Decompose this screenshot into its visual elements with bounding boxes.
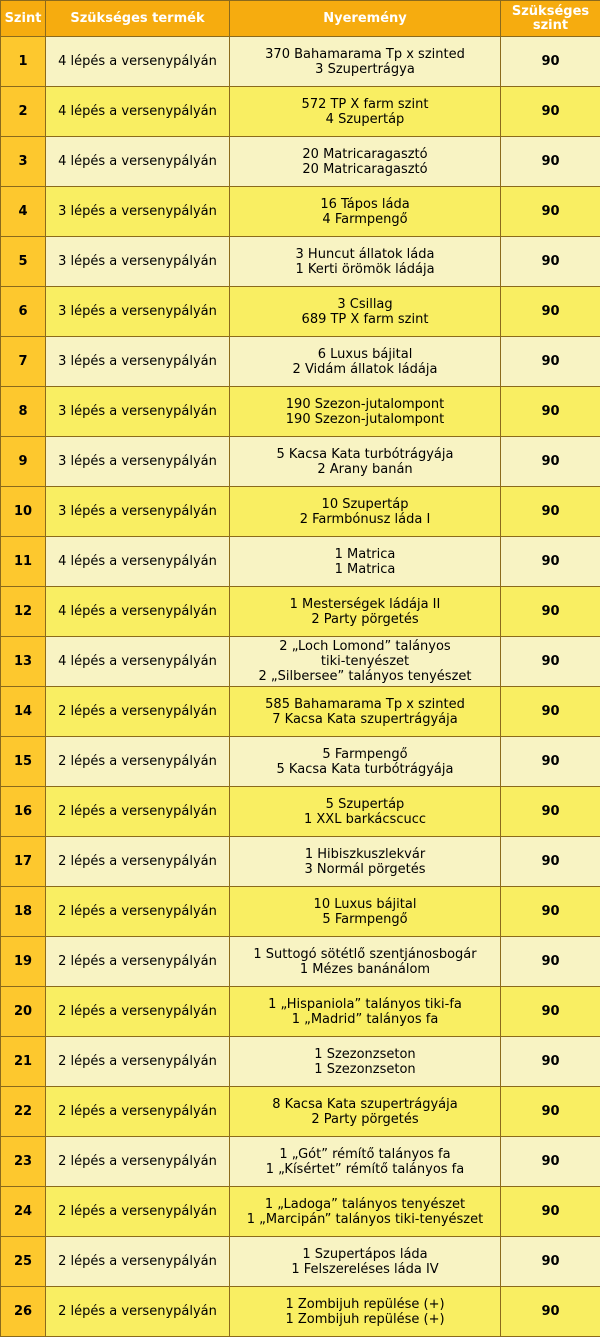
table-row — [1, 487, 600, 537]
task-cell: 4 lépés a versenypályán — [46, 137, 230, 187]
prize-line: 2 Farmbónusz láda I — [299, 511, 431, 527]
table-row — [1, 187, 600, 237]
prize-line: 5 Farmpengő — [322, 746, 408, 762]
required-level-cell: 90 — [501, 1037, 600, 1087]
level-cell: 8 — [1, 387, 46, 437]
prize-line: 1 Felszereléses láda IV — [291, 1261, 439, 1277]
required-level-cell: 90 — [501, 237, 600, 287]
task-cell: 3 lépés a versenypályán — [46, 237, 230, 287]
task-cell: 2 lépés a versenypályán — [46, 787, 230, 837]
prize-line: 1 Hibiszkuszlekvár — [304, 846, 426, 862]
prize-line: 3 Normál pörgetés — [304, 861, 426, 877]
prize-cell — [230, 637, 501, 687]
level-cell: 25 — [1, 1237, 46, 1287]
task-cell: 4 lépés a versenypályán — [46, 87, 230, 137]
prize-cell — [230, 337, 501, 387]
prize-line: 2 „Loch Lomond” talányos — [279, 639, 451, 654]
required-level-cell: 90 — [501, 837, 600, 887]
level-cell: 1 — [1, 37, 46, 87]
prize-line: 190 Szezon-jutalompont — [285, 396, 445, 412]
level-cell: 19 — [1, 937, 46, 987]
required-level-cell: 90 — [501, 887, 600, 937]
table-row — [1, 1087, 600, 1137]
prize-cell — [230, 1137, 501, 1187]
prize-line: 2 Party pörgetés — [311, 611, 419, 627]
task-cell: 2 lépés a versenypályán — [46, 1037, 230, 1087]
table-row — [1, 387, 600, 437]
level-cell: 23 — [1, 1137, 46, 1187]
table-body — [1, 37, 600, 1337]
required-level-cell: 90 — [501, 487, 600, 537]
required-level-cell: 90 — [501, 937, 600, 987]
required-level-cell: 90 — [501, 987, 600, 1037]
level-cell: 20 — [1, 987, 46, 1037]
prize-line: 370 Bahamarama Tp x szinted — [265, 46, 465, 62]
prize-line: 1 Kerti örömök ládája — [295, 261, 435, 277]
header-prize: Nyeremény — [230, 1, 501, 37]
table-row — [1, 37, 600, 87]
table-row — [1, 337, 600, 387]
required-level-cell: 90 — [501, 1137, 600, 1187]
prize-cell — [230, 287, 501, 337]
level-cell: 12 — [1, 587, 46, 637]
task-cell: 3 lépés a versenypályán — [46, 287, 230, 337]
table-row — [1, 1137, 600, 1187]
prize-cell — [230, 1187, 501, 1237]
prize-cell — [230, 987, 501, 1037]
task-cell: 2 lépés a versenypályán — [46, 937, 230, 987]
prize-line: 1 Zombijuh repülése (+) — [285, 1311, 445, 1327]
prize-cell — [230, 837, 501, 887]
prize-line: 7 Kacsa Kata szupertrágyája — [272, 711, 458, 727]
prize-cell — [230, 487, 501, 537]
required-level-cell: 90 — [501, 137, 600, 187]
prize-cell — [230, 1087, 501, 1137]
level-cell: 4 — [1, 187, 46, 237]
task-cell: 4 lépés a versenypályán — [46, 587, 230, 637]
prize-cell — [230, 787, 501, 837]
prize-line: 5 Farmpengő — [322, 911, 408, 927]
level-cell: 3 — [1, 137, 46, 187]
header-required-product: Szükséges termék — [46, 1, 230, 37]
prize-line: 585 Bahamarama Tp x szinted — [265, 696, 465, 712]
level-cell: 13 — [1, 637, 46, 687]
prize-line: 1 „Hispaniola” talányos tiki-fa — [268, 996, 462, 1012]
required-level-cell: 90 — [501, 337, 600, 387]
prize-line: 1 Szezonzseton — [314, 1046, 416, 1062]
table-row — [1, 287, 600, 337]
level-cell: 17 — [1, 837, 46, 887]
task-cell: 4 lépés a versenypályán — [46, 637, 230, 687]
task-cell: 3 lépés a versenypályán — [46, 387, 230, 437]
prize-line: 5 Kacsa Kata turbótrágyája — [276, 761, 454, 777]
level-cell: 24 — [1, 1187, 46, 1237]
prize-line: 3 Huncut állatok láda — [295, 246, 435, 262]
header-row — [1, 1, 600, 37]
prize-line: 572 TP X farm szint — [301, 96, 429, 112]
header-required-level: Szükséges szint — [501, 1, 600, 37]
task-cell: 2 lépés a versenypályán — [46, 737, 230, 787]
task-cell: 4 lépés a versenypályán — [46, 37, 230, 87]
prize-cell — [230, 237, 501, 287]
prize-line: 1 Szupertápos láda — [302, 1246, 428, 1262]
table-row — [1, 237, 600, 287]
prize-line: tiki-tenyészet — [320, 654, 410, 669]
prize-line: 1 „Kísértet” rémítő talányos fa — [265, 1161, 465, 1177]
prize-line: 4 Farmpengő — [322, 211, 408, 227]
task-cell: 2 lépés a versenypályán — [46, 1187, 230, 1237]
required-level-cell: 90 — [501, 587, 600, 637]
level-cell: 11 — [1, 537, 46, 587]
table-row — [1, 637, 600, 687]
prize-line: 1 Mesterségek ládája II — [289, 596, 441, 612]
prize-cell — [230, 187, 501, 237]
prize-line: 10 Luxus bájital — [313, 896, 417, 912]
task-cell: 2 lépés a versenypályán — [46, 1087, 230, 1137]
prize-line: 3 Csillag — [337, 296, 393, 312]
table-row — [1, 1187, 600, 1237]
required-level-cell: 90 — [501, 1087, 600, 1137]
prize-line: 4 Szupertáp — [325, 111, 405, 127]
required-level-cell: 90 — [501, 1237, 600, 1287]
required-level-cell: 90 — [501, 387, 600, 437]
prize-line: 3 Szupertrágya — [315, 61, 415, 77]
prize-line: 1 Zombijuh repülése (+) — [285, 1296, 445, 1312]
prize-line: 1 Suttogó sötétlő szentjánosbogár — [253, 946, 477, 962]
required-level-cell: 90 — [501, 737, 600, 787]
prize-cell — [230, 687, 501, 737]
task-cell: 2 lépés a versenypályán — [46, 887, 230, 937]
prize-cell — [230, 937, 501, 987]
level-cell: 22 — [1, 1087, 46, 1137]
required-level-cell: 90 — [501, 1187, 600, 1237]
prize-line: 190 Szezon-jutalompont — [285, 411, 445, 427]
prize-cell — [230, 1037, 501, 1087]
prize-line: 5 Szupertáp — [325, 796, 405, 812]
prize-line: 1 Matrica — [334, 561, 396, 577]
prize-line: 689 TP X farm szint — [301, 311, 429, 327]
prize-cell — [230, 887, 501, 937]
header-level: Szint — [1, 1, 46, 37]
prize-cell — [230, 437, 501, 487]
required-level-cell: 90 — [501, 287, 600, 337]
prize-line: 10 Szupertáp — [321, 496, 409, 512]
required-level-cell: 90 — [501, 787, 600, 837]
prize-line: 16 Tápos láda — [320, 196, 410, 212]
prize-cell — [230, 537, 501, 587]
task-cell: 2 lépés a versenypályán — [46, 837, 230, 887]
prize-line: 20 Matricaragasztó — [302, 146, 428, 162]
task-cell: 2 lépés a versenypályán — [46, 1137, 230, 1187]
level-cell: 6 — [1, 287, 46, 337]
table-row — [1, 1237, 600, 1287]
table-row — [1, 587, 600, 637]
table-row — [1, 87, 600, 137]
level-cell: 18 — [1, 887, 46, 937]
required-level-cell: 90 — [501, 87, 600, 137]
required-level-cell: 90 — [501, 537, 600, 587]
prize-cell — [230, 1287, 501, 1337]
level-cell: 15 — [1, 737, 46, 787]
level-cell: 10 — [1, 487, 46, 537]
table-row — [1, 987, 600, 1037]
level-cell: 2 — [1, 87, 46, 137]
task-cell: 3 lépés a versenypályán — [46, 187, 230, 237]
prize-cell — [230, 1237, 501, 1287]
prize-cell — [230, 137, 501, 187]
level-cell: 21 — [1, 1037, 46, 1087]
required-level-cell: 90 — [501, 187, 600, 237]
prize-line: 1 Mézes banánálom — [299, 961, 431, 977]
prize-line: 1 Matrica — [334, 546, 396, 562]
table-row — [1, 1037, 600, 1087]
required-level-cell: 90 — [501, 37, 600, 87]
required-level-cell: 90 — [501, 687, 600, 737]
level-cell: 16 — [1, 787, 46, 837]
prize-line: 1 „Gót” rémítő talányos fa — [279, 1146, 451, 1162]
task-cell: 2 lépés a versenypályán — [46, 687, 230, 737]
task-cell: 3 lépés a versenypályán — [46, 487, 230, 537]
task-cell: 4 lépés a versenypályán — [46, 537, 230, 587]
table-row — [1, 437, 600, 487]
prize-line: 1 „Marcipán” talányos tiki-tenyészet — [246, 1211, 484, 1227]
task-cell: 3 lépés a versenypályán — [46, 437, 230, 487]
prize-line: 1 Szezonzseton — [314, 1061, 416, 1077]
table-row — [1, 537, 600, 587]
level-cell: 26 — [1, 1287, 46, 1337]
task-cell: 2 lépés a versenypályán — [46, 1237, 230, 1287]
level-cell: 14 — [1, 687, 46, 737]
prize-line: 1 „Ladoga” talányos tenyészet — [264, 1196, 466, 1212]
prize-cell — [230, 387, 501, 437]
prize-line: 2 Arany banán — [317, 461, 413, 477]
required-level-cell: 90 — [501, 437, 600, 487]
prize-line: 6 Luxus bájital — [317, 346, 413, 362]
prize-line: 1 XXL barkácscucc — [303, 811, 427, 827]
prize-cell — [230, 37, 501, 87]
prize-line: 2 Party pörgetés — [311, 1111, 419, 1127]
prize-cell — [230, 737, 501, 787]
prize-line: 1 „Madrid” talányos fa — [291, 1011, 439, 1027]
prize-line: 2 „Silbersee” talányos tenyészet — [258, 669, 472, 684]
task-cell: 2 lépés a versenypályán — [46, 1287, 230, 1337]
prize-cell — [230, 87, 501, 137]
prize-line: 8 Kacsa Kata szupertrágyája — [272, 1096, 458, 1112]
table-row — [1, 837, 600, 887]
prize-line: 20 Matricaragasztó — [302, 161, 428, 177]
required-level-cell: 90 — [501, 1287, 600, 1337]
table-row — [1, 937, 600, 987]
prize-cell — [230, 587, 501, 637]
level-cell: 7 — [1, 337, 46, 387]
task-cell: 3 lépés a versenypályán — [46, 337, 230, 387]
table-row — [1, 887, 600, 937]
prize-line: 2 Vidám állatok ládája — [292, 361, 438, 377]
required-level-cell: 90 — [501, 637, 600, 687]
table-row — [1, 737, 600, 787]
level-cell: 5 — [1, 237, 46, 287]
task-cell: 2 lépés a versenypályán — [46, 987, 230, 1037]
prize-line: 5 Kacsa Kata turbótrágyája — [276, 446, 454, 462]
table-row — [1, 1287, 600, 1337]
table-row — [1, 687, 600, 737]
table-row — [1, 137, 600, 187]
table-row — [1, 787, 600, 837]
level-cell: 9 — [1, 437, 46, 487]
